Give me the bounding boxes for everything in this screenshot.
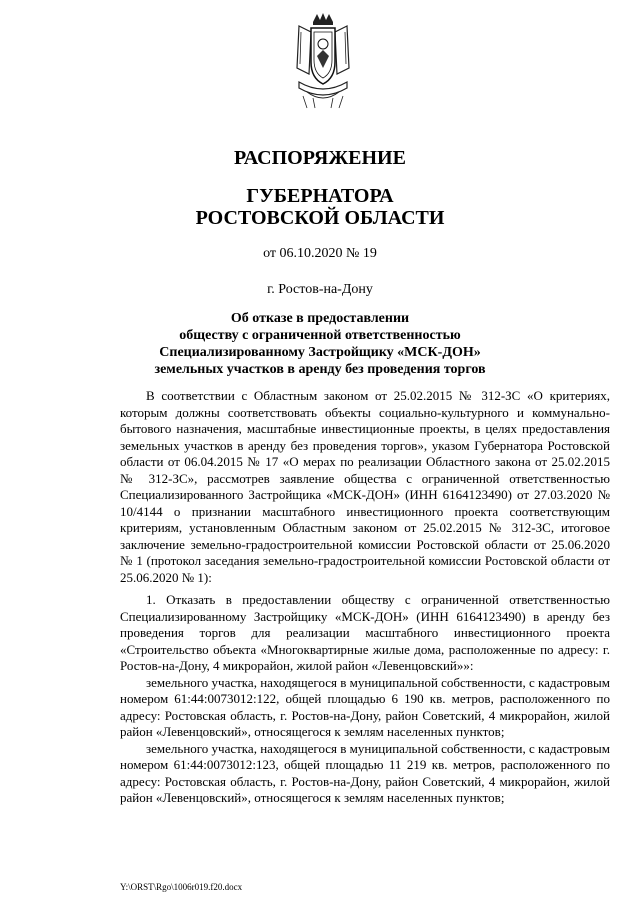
document-title xyxy=(0,310,640,378)
title-line: Специализированному Застройщику «МСК-ДОН» xyxy=(159,345,481,360)
issuer-line-2: РОСТОВСКОЙ ОБЛАСТИ xyxy=(195,207,445,229)
clause-paragraph: 1. Отказать в предоставлении обществу с ограниченной ответственностью Специализированному Застройщику «МСК-ДОН» (ИНН 6164123490) в аренду без проведения торгов для реализации масштабного инвестиционного проекта «Строительство объекта «Многоквартирные жилые дома, расположенные по адресу: г. Ростов-на-Дону, 4 микрорайон, жилой район «Левенцовский»»: xyxy=(120,592,610,673)
rostov-oblast-coat-of-arms-icon xyxy=(293,12,353,110)
title-line: обществу с ограниченной ответственностью xyxy=(179,328,461,343)
title-line: земельных участков в аренду без проведения торгов xyxy=(154,362,486,377)
issuer-line-1: ГУБЕРНАТОРА xyxy=(246,185,394,207)
land-plot-paragraph: земельного участка, находящегося в муниципальной собственности, с кадастровым номером 61:44:0073012:122, общей площадью 6 190 кв. метров, расположенного по адресу: Ростовская область, г. Ростов-на-Дону, район Советский, 4 микрорайон, жилой район «Левенцовский», относящегося к землям населенных пунктов; xyxy=(120,674,610,739)
document-type: РАСПОРЯЖЕНИЕ xyxy=(234,147,406,169)
date-number: от 06.10.2020 № 19 xyxy=(263,246,377,261)
title-line: Об отказе в предоставлении xyxy=(230,311,410,326)
preamble-paragraph: В соответствии с Областным законом от 25.02.2015 № 312-ЗС «О критериях, которым должны соответствовать объекты социально-культурного и коммунально-бытового назначения, масштабные инвестиционные проекты, в целях предоставления земельных участков в аренду без проведения торгов», указом Губернатора Ростовской области от 06.04.2015 № 17 «О мерах по реализации Областного закона от 25.02.2015 № 312-ЗС», рассмотрев заявление общества с ограниченной ответственностью Специализированного Застройщика «МСК-ДОН» (ИНН 6164123490) от 27.03.2020 № 10/4144 о признании масштабного инвестиционного проекта соответствующим критериям, установленным Областным законом от 25.02.2015 № 312-ЗС, итоговое заключение земельно-градостроительной комиссии Ростовской области от 25.06.2020 № 1 (протокол заседания земельно-градостроительной комиссии Ростовской области от 25.06.2020 № 1): xyxy=(120,388,610,585)
document-body xyxy=(120,388,610,807)
land-plot-paragraph: земельного участка, находящегося в муниципальной собственности, с кадастровым номером 61:44:0073012:123, общей площадью 11 219 кв. метров, расположенного по адресу: Ростовская область, г. Ростов-на-Дону, район Советский, 4 микрорайон, жилой район «Левенцовский», относящегося к землям населенных пунктов; xyxy=(120,740,610,805)
city: г. Ростов-на-Дону xyxy=(267,282,373,297)
file-path-footer: Y:\ORST\Rgo\1006r019.f20.docx xyxy=(120,882,243,892)
